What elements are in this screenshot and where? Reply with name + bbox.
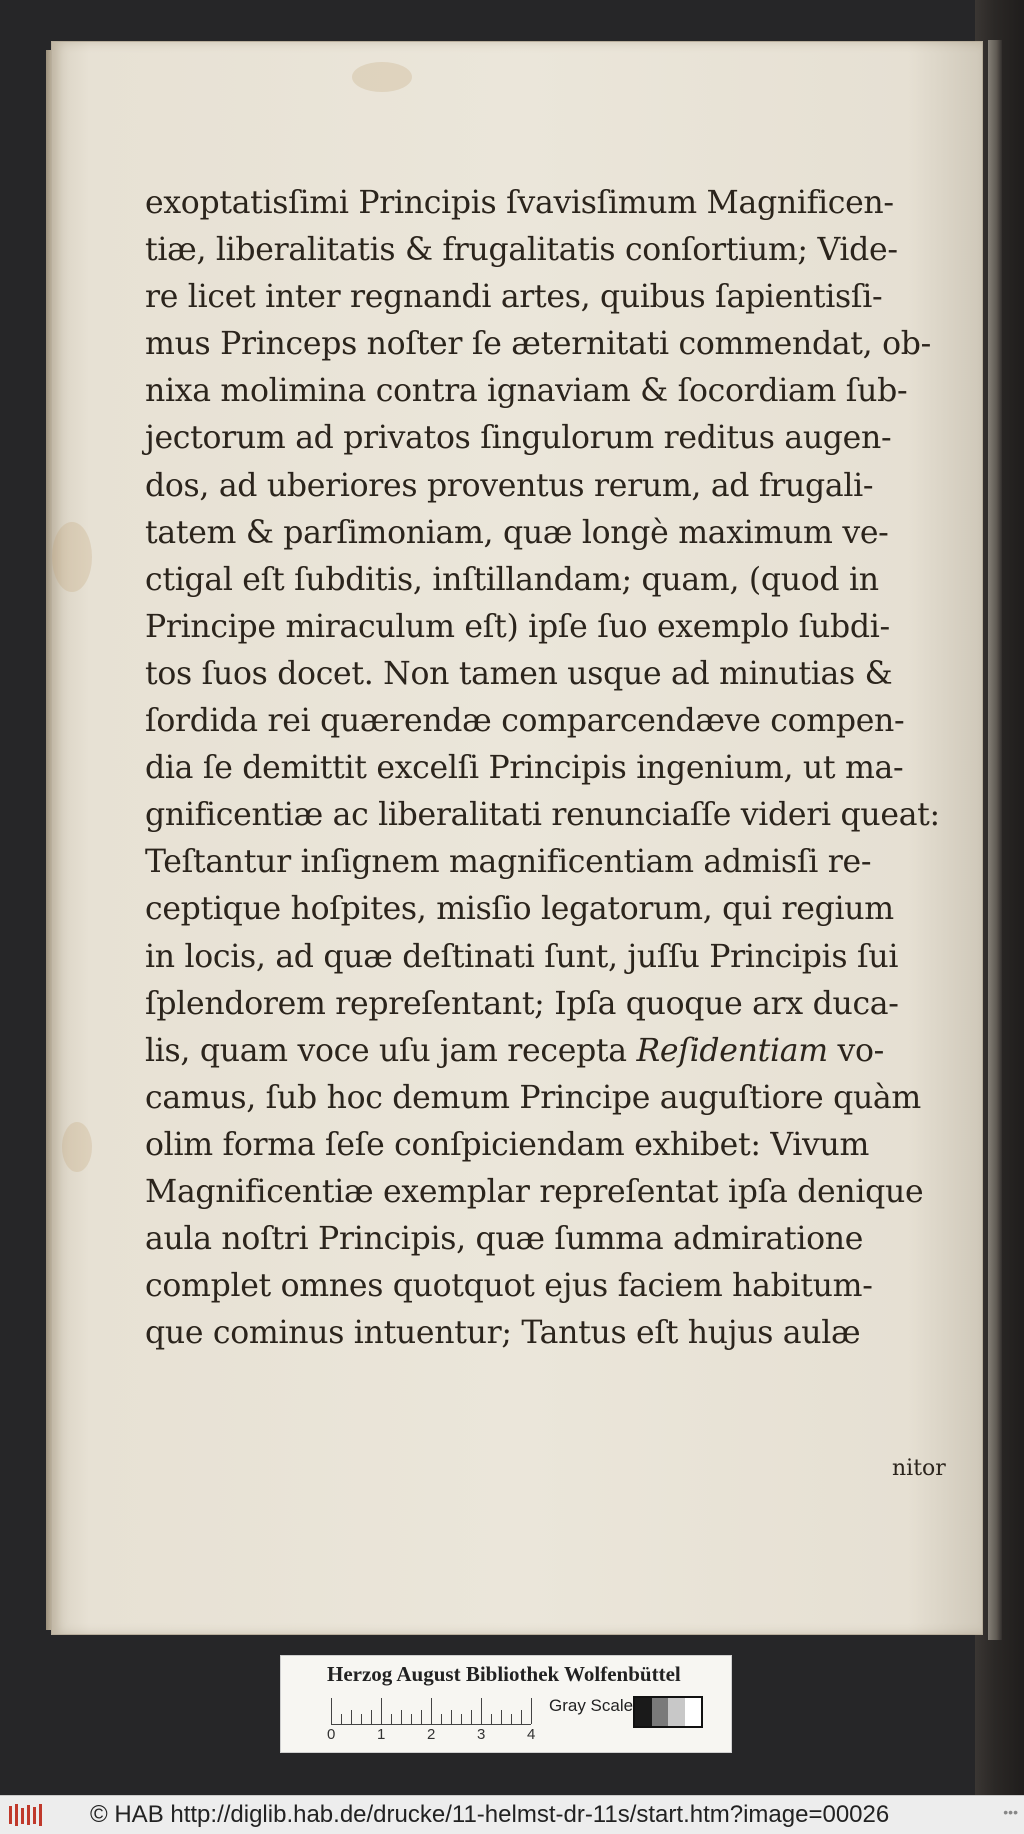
hab-logo-icon <box>4 1800 50 1830</box>
text-line: aula noſtri Principis, quæ ſumma admiratione <box>145 1221 864 1258</box>
ruler-tick <box>411 1714 412 1724</box>
text-line: Teſtantur inſignem magnificentiam admisſi re- <box>145 844 872 881</box>
paper-stain <box>52 522 92 592</box>
gray-swatch <box>668 1698 685 1726</box>
footer-bar <box>0 1795 1024 1834</box>
ruler-tick <box>391 1714 392 1724</box>
ruler-tick <box>421 1710 422 1724</box>
text-line: ſordida rei quærendæ comparcendæve compen- <box>145 703 905 740</box>
ruler-tick <box>471 1710 472 1724</box>
ruler-tick <box>501 1710 502 1724</box>
gray-swatch <box>635 1698 652 1726</box>
text-line: ſplendorem repreſentant; Ipſa quoque arx duca- <box>145 985 899 1022</box>
ruler-tick <box>441 1714 442 1724</box>
ruler-tick <box>481 1698 482 1724</box>
ruler-tick <box>371 1710 372 1724</box>
text-line <box>145 1028 955 1075</box>
ruler-tick <box>531 1698 532 1724</box>
text-line: gnificentiæ ac liberalitati renunciaſſe videri queat: <box>145 797 940 834</box>
text-line: que cominus intuentur; Tantus eſt hujus aulæ <box>145 1315 861 1352</box>
ruler-tick <box>351 1710 352 1724</box>
text-line: dia ſe demittit excelſi Principis ingenium, ut ma- <box>145 750 904 787</box>
paper-stain <box>62 1122 92 1172</box>
scale-ruler <box>331 1698 531 1725</box>
text-line: mus Princeps noſter ſe æternitati commendat, ob- <box>145 326 931 363</box>
ruler-tick <box>381 1698 382 1724</box>
text-line: exoptatisſimi Principis ſvavisſimum Magnificen- <box>145 185 894 221</box>
ruler-tick <box>401 1710 402 1724</box>
text-line: dos, ad uberiores proventus rerum, ad frugali- <box>145 467 874 504</box>
text-line: ceptique hoſpites, misſio legatorum, qui regium <box>145 891 894 928</box>
text-line: complet omnes quotquot ejus faciem habitum- <box>145 1268 873 1305</box>
ruler-tick <box>431 1698 432 1724</box>
ruler-tick <box>331 1698 332 1724</box>
ruler-tick <box>461 1714 462 1724</box>
text-line: tos ſuos docet. Non tamen usque ad minutias & <box>145 655 893 692</box>
more-dots-icon[interactable]: ••• <box>1003 1804 1018 1820</box>
page-text <box>145 180 955 1357</box>
text-line-end: vo- <box>837 1032 885 1069</box>
ruler-tick <box>521 1710 522 1724</box>
scale-number: 1 <box>377 1726 386 1743</box>
gray-swatches <box>633 1696 703 1728</box>
gray-swatch <box>652 1698 669 1726</box>
scale-number: 4 <box>527 1726 536 1743</box>
facing-page-edge <box>988 40 1002 1640</box>
ruler-tick <box>341 1714 342 1724</box>
text-line: tiæ, liberalitatis & frugalitatis conſortium; Vide- <box>145 232 898 269</box>
text-line: olim forma ſeſe conſpiciendam exhibet: Vivum <box>145 1126 870 1163</box>
footer-url[interactable]: © HAB http://diglib.hab.de/drucke/11-helmst-dr-11s/start.htm?image=00026 <box>90 1801 890 1828</box>
text-line: Principe miraculum eſt) ipſe ſuo exemplo ſubdi- <box>145 608 890 645</box>
gray-swatch <box>685 1698 702 1726</box>
ruler-tick <box>491 1714 492 1724</box>
italic-word: Reſidentiam <box>636 1032 828 1069</box>
text-line: in locis, ad quæ deſtinati ſunt, juſſu Principis ſui <box>145 938 899 975</box>
text-line: tatem & parſimoniam, quæ longè maximum ve- <box>145 514 889 551</box>
scale-number: 2 <box>427 1726 436 1743</box>
paper-stain <box>352 62 412 92</box>
color-calibration-bar <box>280 1655 732 1753</box>
text-line: jectorum ad privatos ſingulorum reditus augen- <box>145 420 892 457</box>
ruler-tick <box>361 1714 362 1724</box>
scale-number: 0 <box>327 1726 336 1743</box>
text-line: ctigal eſt ſubditis, inſtillandam; quam, (quod in <box>145 561 879 598</box>
gray-scale-label: Gray Scale <box>549 1696 634 1715</box>
scale-number: 3 <box>477 1726 486 1743</box>
text-line: nixa molimina contra ignaviam & ſocordiam ſub- <box>145 373 908 410</box>
text-line: camus, ſub hoc demum Principe auguſtiore quàm <box>145 1079 921 1116</box>
text-line: re licet inter regnandi artes, quibus ſapientisſi- <box>145 279 883 316</box>
text-line-start: lis, quam voce uſu jam recepta <box>145 1032 627 1069</box>
ruler-tick <box>511 1714 512 1724</box>
library-name: Herzog August Bibliothek Wolfenbüttel <box>327 1662 681 1686</box>
ruler-tick <box>451 1710 452 1724</box>
catchword: nitor <box>892 1456 946 1481</box>
text-line: Magnificentiæ exemplar repreſentat ipſa denique <box>145 1173 924 1210</box>
